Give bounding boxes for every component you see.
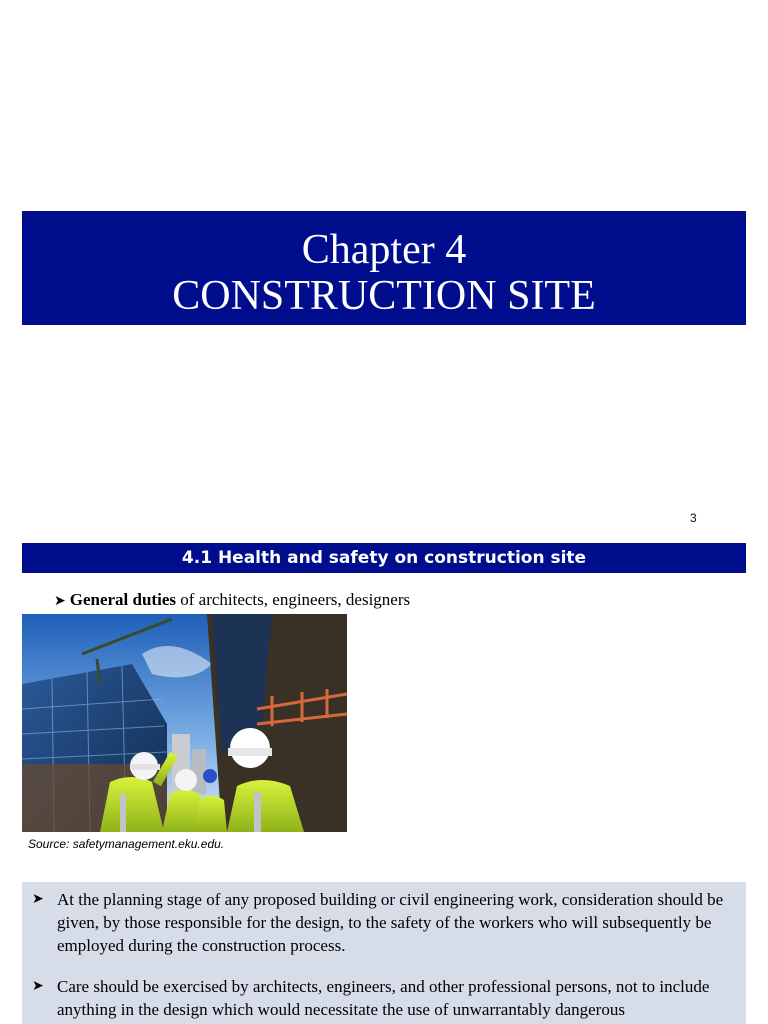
general-duties-line	[54, 590, 410, 610]
general-duties-bold: General duties	[69, 590, 176, 609]
arrowhead-bullet-icon: ➤	[32, 978, 44, 994]
list-item	[32, 975, 732, 1021]
section-heading: 4.1 Health and safety on construction site	[22, 543, 746, 573]
arrowhead-bullet-icon: ➤	[32, 891, 44, 907]
general-duties-rest: of architects, engineers, designers	[175, 590, 411, 609]
list-item	[32, 888, 732, 957]
bullet-text: At the planning stage of any proposed building or civil engineering work, consideration should be given, by those responsible for the design, to the safety of the workers who will subsequently be employed during the construction process.	[57, 890, 724, 955]
arrowhead-bullet-icon: ➤	[54, 593, 66, 609]
chapter-subtitle: CONSTRUCTION SITE	[172, 273, 596, 319]
construction-workers-photo	[22, 614, 347, 832]
bullet-text: Care should be exercised by architects, engineers, and other professional persons, not to include anything in the design which would necessitate the use of unwarrantably dangerous	[57, 977, 710, 1019]
chapter-title-banner	[22, 211, 746, 325]
page-number: 3	[690, 511, 697, 525]
chapter-title: Chapter 4	[301, 227, 467, 273]
bullet-text-box	[22, 882, 746, 1024]
photo-source-caption: Source: safetymanagement.eku.edu.	[28, 837, 225, 851]
